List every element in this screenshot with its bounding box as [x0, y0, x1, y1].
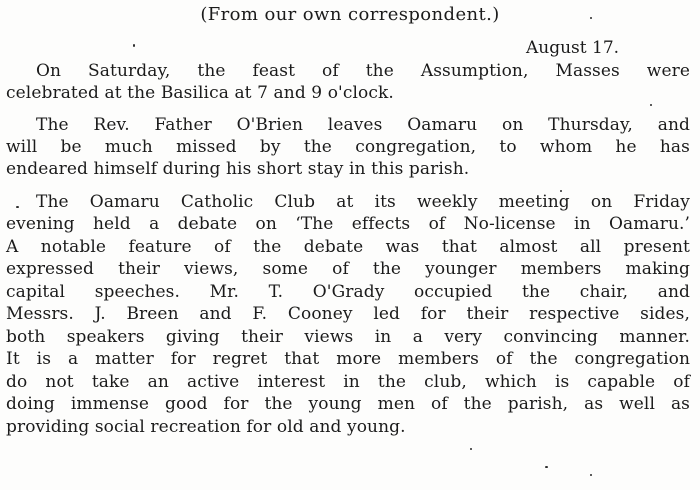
text-line: The Oamaru Catholic Club at its weekly meeting on Friday — [36, 192, 690, 212]
print-speck — [590, 474, 592, 476]
text-line: On Saturday, the feast of the Assumption, Masses were — [36, 61, 690, 81]
text-line: endeared himself during his short stay in this parish. — [6, 159, 470, 179]
print-speck — [16, 206, 19, 208]
text-line: A notable feature of the debate was that almost all present — [6, 237, 690, 257]
print-speck — [133, 44, 135, 47]
print-speck — [545, 466, 548, 468]
text-line: do not take an active interest in the club, which is capable of — [6, 372, 690, 392]
print-speck — [590, 17, 592, 19]
text-line: capital speeches. Mr. T. O'Grady occupied the chair, and — [6, 282, 690, 302]
print-speck — [470, 448, 472, 450]
print-speck — [650, 104, 652, 106]
text-line: evening held a debate on ‘The effects of No-license in Oamaru.’ — [6, 214, 690, 234]
text-line: The Rev. Father O'Brien leaves Oamaru on Thursday, and — [36, 115, 690, 135]
text-line: will be much missed by the congregation, to whom he has — [6, 137, 690, 157]
text-line: providing social recreation for old and young. — [6, 417, 406, 437]
text-line: Messrs. J. Breen and F. Cooney led for their respective sides, — [6, 304, 690, 324]
text-line: It is a matter for regret that more members of the congregation — [6, 349, 690, 369]
text-line: both speakers giving their views in a very convincing manner. — [6, 327, 690, 347]
byline: (From our own correspondent.) — [200, 4, 500, 25]
text-line: expressed their views, some of the younger members making — [6, 259, 690, 279]
print-speck — [560, 190, 562, 192]
dateline: August 17. — [526, 38, 620, 58]
text-line: celebrated at the Basilica at 7 and 9 o'clock. — [6, 83, 394, 103]
text-line: doing immense good for the young men of the parish, as well as — [6, 394, 690, 414]
